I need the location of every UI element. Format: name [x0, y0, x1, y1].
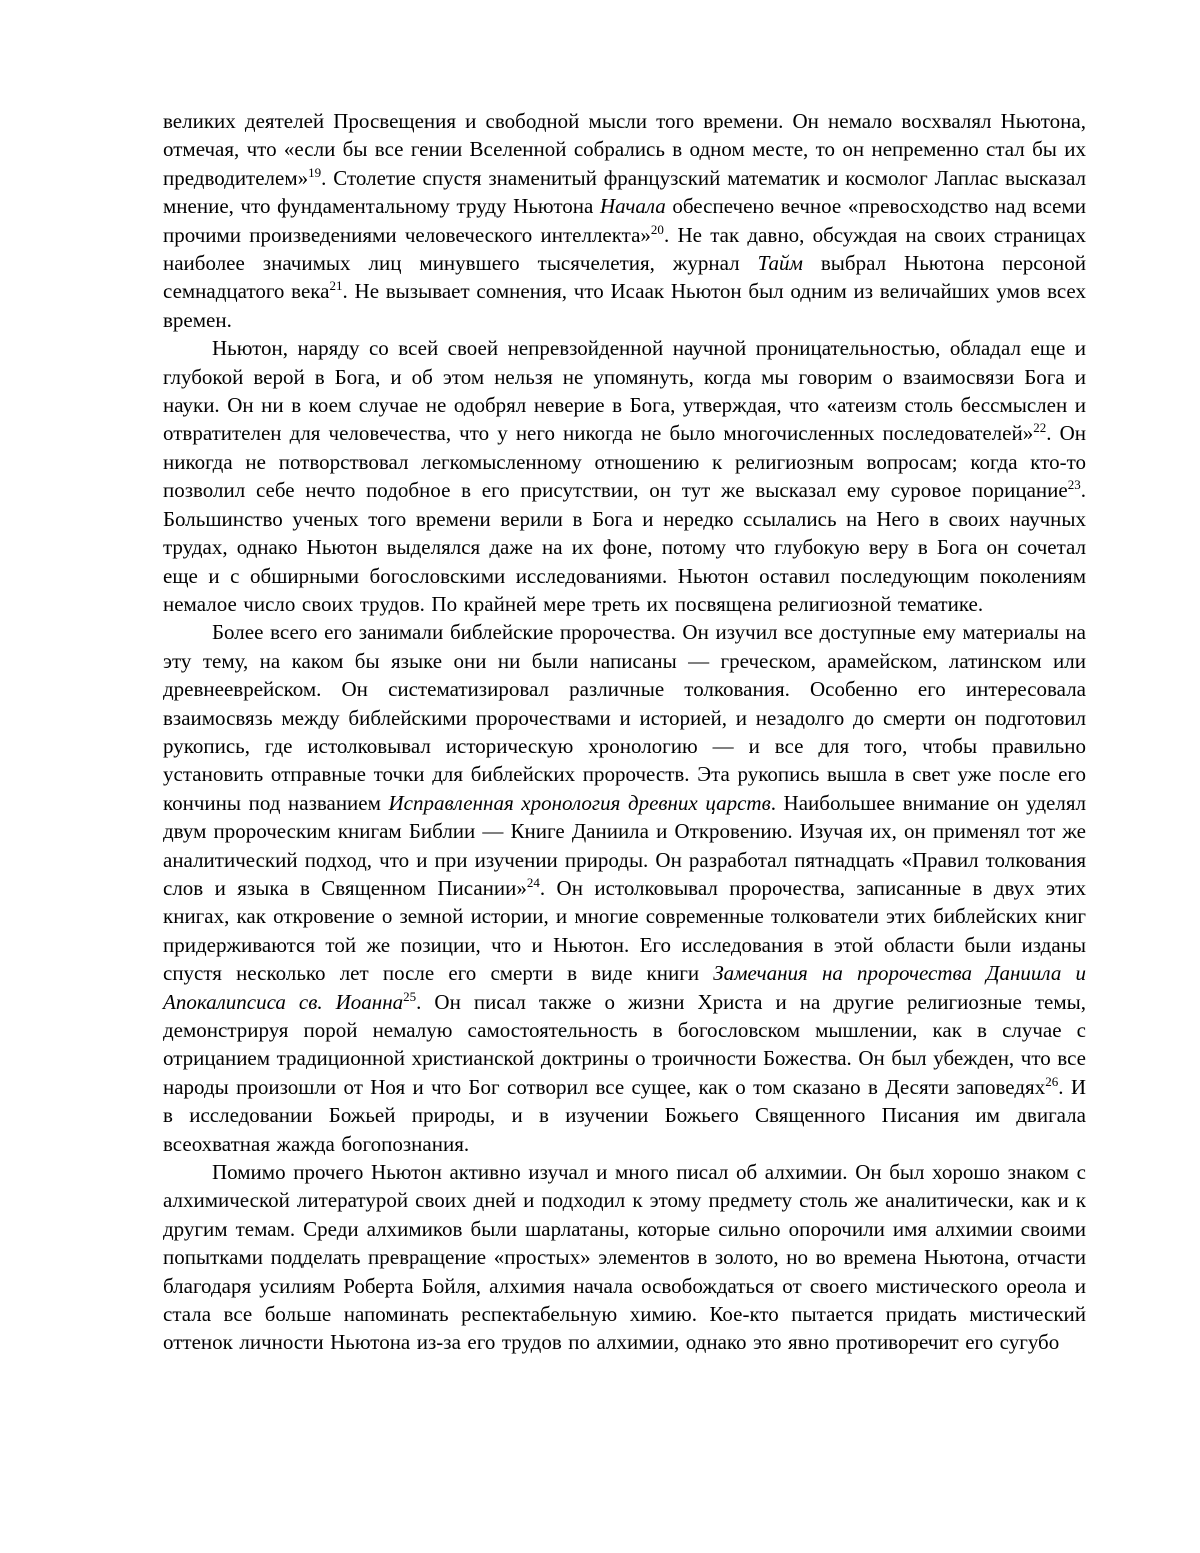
footnote-reference: 26 — [1045, 1073, 1059, 1089]
text-run: Более всего его занимали библейские пророчества. Он изучил все доступные ему материалы на эту тему, на каком бы языке они ни были написаны — греческом, арамейском, латинском или древнееврейском. Он систематизировал различные толкования. Особенно его интересовала взаимосвязь между библейскими пророчествами и историей, и незадолго до смерти он подготовил рукопись, где истолковывал историческую хронологию — и все для того, чтобы правильно установить отправные точки для библейских пророчеств. Эта рукопись вышла в свет уже после его кончины под названием — [163, 620, 1086, 815]
text-run: . Он писал также о жизни Христа и на другие религиозные темы, демонстрируя порой немалую самостоятельность в богословском мышлении, как в случае с отрицанием традиционной христианской доктрины о троичности Божества. Он был убежден, что все народы произошли от Ноя и что Бог сотворил все сущее, как о том сказано в Десяти заповедях — [163, 989, 1086, 1099]
paragraph — [163, 334, 1086, 618]
text-run: . И в исследовании Божьей природы, и в изучении Божьего Священного Писания им двигала всеохватная жажда богопознания. — [163, 1074, 1086, 1156]
italic-title: Замечания на пророчества Даниила и Апокалипсиса св. Иоанна — [163, 961, 1086, 1014]
text-run: . Не так давно, обсуждая на своих страницах наиболее значимых лиц минувшего тысячелетия, журнал — [163, 222, 1086, 276]
text-run: . Наибольшее внимание он уделял двум пророческим книгам Библии — Книге Даниила и Откровению. Изучая их, он применял тот же аналитический подход, что и при изучении природы. Он разработал пятнадцать «Правил толкования слов и языка в Священном Писании» — [163, 790, 1086, 900]
italic-title: Исправленная хронология древних царств — [388, 790, 771, 815]
text-run: . Он никогда не потворствовал легкомысленному отношению к религиозным вопросам; когда кто-то позволил себе нечто подобное в его присутствии, он тут же высказал ему суровое порицание — [163, 421, 1086, 503]
italic-title: Начала — [599, 194, 666, 219]
paragraph — [163, 618, 1086, 1158]
footnote-reference: 22 — [1033, 420, 1047, 436]
text-run: . Он истолковывал пророчества, записанные в двух этих книгах, как откровение о земной истории, и многие современные толкователи этих библейских книг придерживаются той же позиции, что и Ньютон. Его исследования в этой области были изданы спустя несколько лет после его смерти в виде книги — [163, 875, 1087, 986]
footnote-reference: 24 — [526, 874, 540, 890]
text-run: обеспечено вечное «превосходство над всеми прочими произведениями человеческого интеллекта» — [163, 194, 1087, 247]
text-run: . Не вызывает сомнения, что Исаак Ньютон был одним из величайших умов всех времен. — [163, 279, 1086, 332]
paragraph — [163, 107, 1086, 334]
footnote-reference: 21 — [329, 278, 343, 294]
document-body — [163, 107, 1086, 1357]
text-run: выбрал Ньютона персоной семнадцатого века — [163, 251, 1086, 304]
footnote-reference: 19 — [308, 164, 322, 180]
italic-title: Тайм — [757, 251, 803, 276]
text-run: великих деятелей Просвещения и свободной мысли того времени. Он немало восхвалял Ньютона, отмечая, что «если бы все гении Вселенной собрались в одном месте, то он непременно стал бы их предводителем» — [163, 109, 1086, 190]
text-run: Ньютон, наряду со всей своей непревзойденной научной проницательностью, обладал еще и глубокой верой в Бога, и об этом нельзя не упомянуть, когда мы говорим о взаимосвязи Бога и науки. Он ни в коем случае не одобрял неверие в Бога, утверждая, что «атеизм столь бессмыслен и отвратителен для человечества, что у него никогда не было многочисленных последователей» — [163, 336, 1086, 446]
footnote-reference: 20 — [650, 221, 664, 237]
text-run: . Большинство ученых того времени верили в Бога и нередко ссылались на Него в своих научных трудах, однако Ньютон выделялся даже на их фоне, потому что глубокую веру в Бога он сочетал еще и с обширными богословскими исследованиями. Ньютон оставил последующим поколениям немалое число своих трудов. По крайней мере треть их посвящена религиозной тематике. — [163, 478, 1086, 616]
footnote-reference: 23 — [1067, 477, 1081, 493]
footnote-reference: 25 — [403, 988, 417, 1004]
text-run: Помимо прочего Ньютон активно изучал и много писал об алхимии. Он был хорошо знаком с алхимической литературой своих дней и подходил к этому предмету столь же аналитически, как и к другим темам. Среди алхимиков были шарлатаны, которые сильно опорочили имя алхимии своими попытками подделать превращение «простых» элементов в золото, но во времена Ньютона, отчасти благодаря усилиям Роберта Бойля, алхимия начала освобождаться от своего мистического ореола и стала все больше напоминать респектабельную химию. Кое-кто пытается придать мистический оттенок личности Ньютона из-за его трудов по алхимии, однако это явно противоречит его сугубо — [163, 1160, 1086, 1355]
paragraph — [163, 1158, 1086, 1357]
text-run: . Столетие спустя знаменитый французский математик и космолог Лаплас высказал мнение, что фундаментальному труду Ньютона — [163, 165, 1086, 219]
